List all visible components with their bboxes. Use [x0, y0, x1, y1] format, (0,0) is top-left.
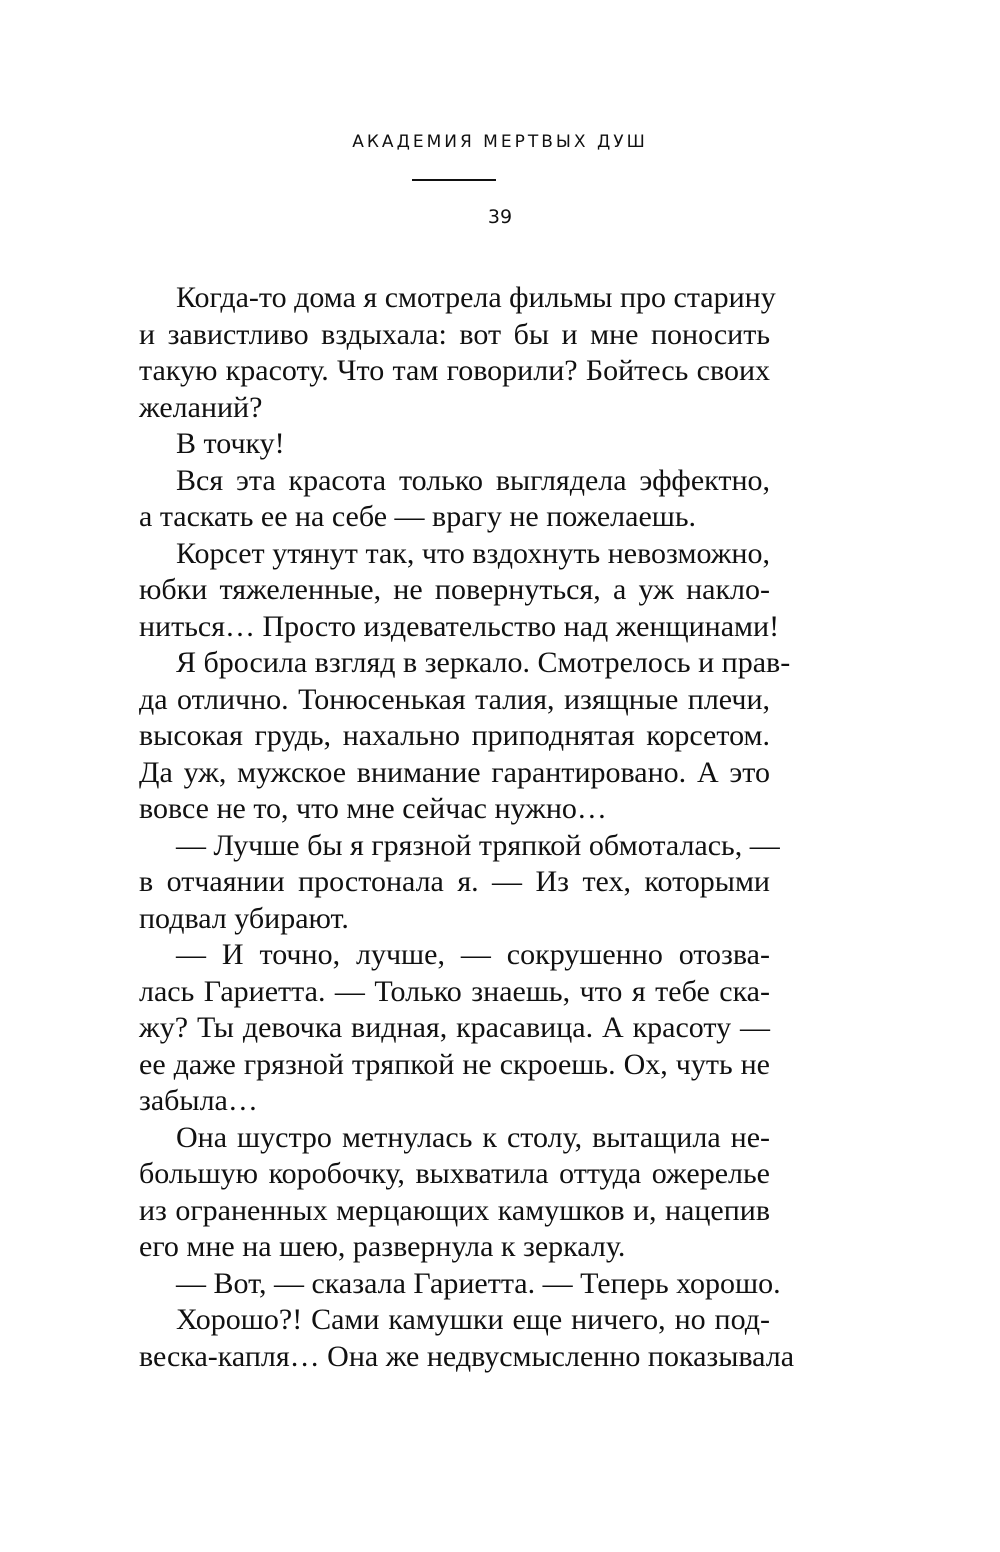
text-line: высокая грудь, нахально приподнятая корсетом.	[139, 719, 770, 752]
text-line: и завистливо вздыхала: вот бы и мне поносить	[139, 317, 770, 351]
text-line: — Лучше бы я грязной тряпкой обмоталась, —	[176, 828, 780, 862]
text-line: В точку!	[176, 427, 285, 460]
header-divider	[412, 179, 496, 181]
text-line: да отлично. Тонюсенькая талия, изящные плечи,	[139, 682, 770, 716]
text-line: такую красоту. Что там говорили? Бойтесь своих	[139, 354, 770, 387]
text-line: Корсет утянут так, что вздохнуть невозможно,	[176, 536, 770, 570]
text-line: — И точно, лучше, — сокрушенно отозва-	[176, 938, 770, 971]
text-line: ниться… Просто издевательство над женщинами!	[139, 609, 780, 643]
running-head-title: АКАДЕМИЯ МЕРТВЫХ ДУШ	[352, 132, 648, 152]
text-line: ее даже грязной тряпкой не скроешь. Ох, чуть не	[139, 1047, 770, 1081]
text-line: Я бросила взгляд в зеркало. Смотрелось и прав-	[176, 646, 791, 679]
text-line: Да уж, мужское внимание гарантировано. А это	[139, 755, 770, 789]
text-line: забыла…	[139, 1084, 258, 1117]
text-line: Когда-то дома я смотрела фильмы про старину	[176, 281, 776, 314]
text-line: веска-капля… Она же недвусмысленно показывала	[139, 1339, 795, 1373]
text-line: большую коробочку, выхватила оттуда ожерелье	[139, 1157, 770, 1190]
text-line: а таскать ее на себе — врагу не пожелаешь.	[139, 500, 697, 533]
text-line: Хорошо?! Сами камушки еще ничего, но под-	[176, 1303, 770, 1336]
text-line: Вся эта красота только выглядела эффектно,	[176, 463, 770, 497]
text-line: Она шустро метнулась к столу, вытащила не-	[176, 1120, 770, 1154]
text-line: из ограненных мерцающих камушков и, нацепив	[139, 1193, 770, 1227]
text-line: в отчаянии простонала я. — Из тех, которыми	[139, 865, 770, 898]
text-line: вовсе не то, что мне сейчас нужно…	[139, 792, 607, 825]
text-line: — Вот, — сказала Гариетта. — Теперь хорошо.	[176, 1266, 781, 1300]
page-number: 39	[487, 206, 513, 228]
text-line: желаний?	[139, 390, 263, 424]
body-text	[139, 280, 795, 1375]
text-line: жу? Ты девочка видная, красавица. А красоту —	[139, 1011, 770, 1044]
text-line: его мне на шею, развернула к зеркалу.	[139, 1230, 626, 1263]
text-line: подвал убирают.	[139, 901, 349, 935]
text-line: юбки тяжеленные, не повернуться, а уж накло-	[139, 573, 770, 606]
text-line: лась Гариетта. — Только знаешь, что я тебе ска-	[139, 974, 770, 1008]
